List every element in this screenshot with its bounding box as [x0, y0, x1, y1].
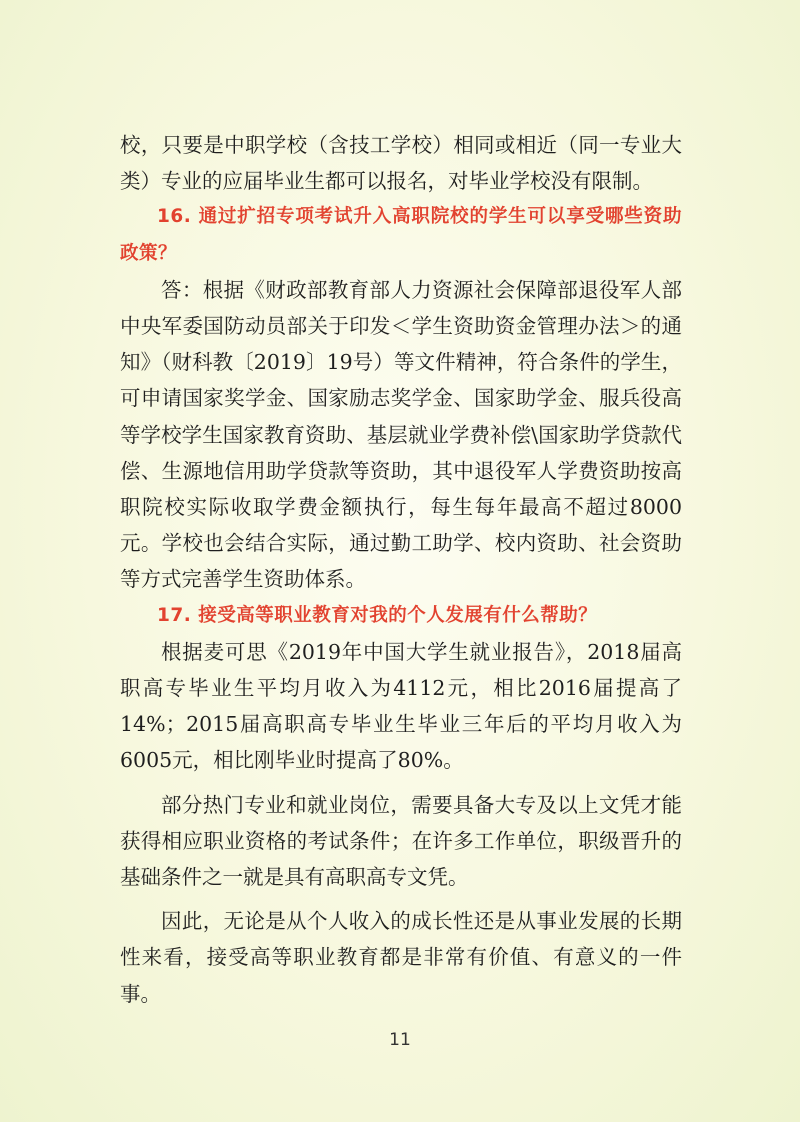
- answer-17-paragraph-2: 部分热门专业和就业岗位，需要具备大专及以上文凭才能获得相应职业资格的考试条件；在许多工作单位，职级晋升的基础条件之一就是具有高职高专文凭。: [120, 792, 682, 890]
- question-16-heading: 16. 通过扩招专项考试升入高职院校的学生可以享受哪些资助政策？: [120, 206, 682, 264]
- page-body: [120, 127, 682, 1012]
- paragraph-gap: [120, 895, 682, 903]
- answer-17-paragraph-1: 根据麦可思《2019年中国大学生就业报告》，2018届高职高专毕业生平均月收入为4112元，相比2016届提高了14%；2015届高职高专毕业生毕业三年后的平均月收入为6005元，相比刚毕业时提高了80%。: [120, 639, 682, 773]
- question-17-heading: 17. 接受高等职业教育对我的个人发展有什么帮助？: [157, 604, 598, 626]
- intro-continuation-paragraph: 校，只要是中职学校（含技工学校）相同或相近（同一专业大类）专业的应届毕业生都可以报名，对毕业学校没有限制。: [120, 133, 682, 194]
- answer-16-paragraph: 答：根据《财政部教育部人力资源社会保障部退役军人部中央军委国防动员部关于印发＜学生资助资金管理办法＞的通知》（财科教〔2019〕19号）等文件精神，符合条件的学生，可申请国家奖学金、国家励志奖学金、国家助学金、服兵役高等学校学生国家教育资助、基层就业学费补偿\国家助学贷款代偿、生源地信用助学贷款等资助，其中退役军人学费资助按高职院校实际收取学费金额执行，每生每年最高不超过8000元。学校也会结合实际，通过勤工助学、校内资助、社会资助等方式完善学生资助体系。: [120, 277, 682, 592]
- paragraph-gap: [120, 779, 682, 787]
- page-number: 11: [389, 1030, 411, 1050]
- answer-17-paragraph-3: 因此，无论是从个人收入的成长性还是从事业发展的长期性来看，接受高等职业教育都是非常有价值、有意义的一件事。: [120, 909, 682, 1006]
